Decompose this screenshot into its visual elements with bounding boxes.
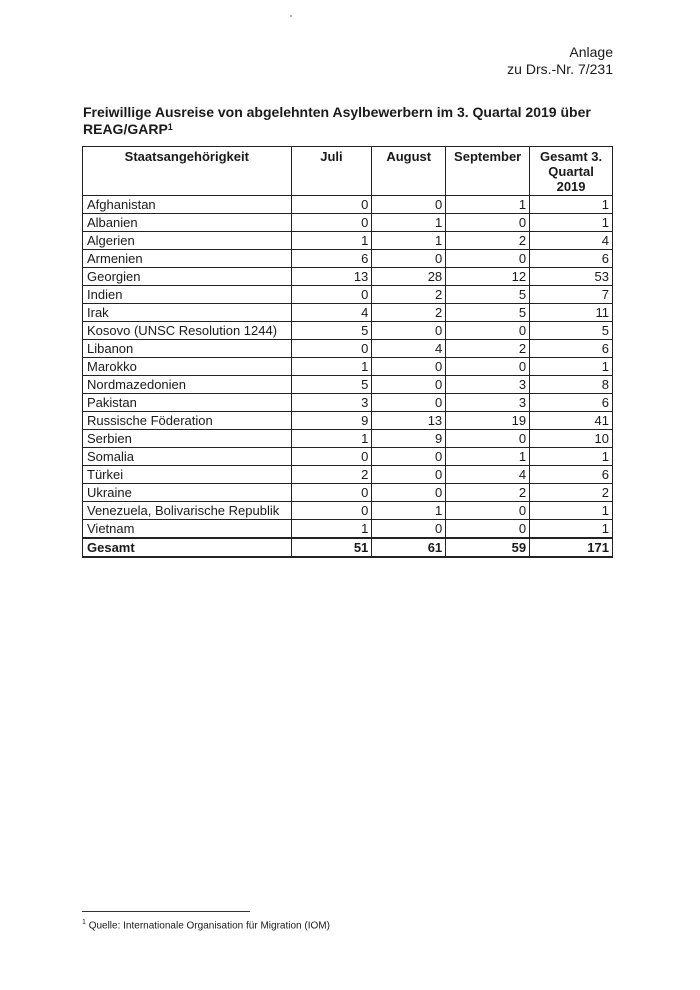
cell-august: 0 xyxy=(372,322,446,340)
cell-september: 0 xyxy=(446,502,530,520)
total-july: 51 xyxy=(291,538,372,557)
table-row xyxy=(83,250,613,268)
cell-july: 13 xyxy=(291,268,372,286)
cell-nationality: Nordmazedonien xyxy=(83,376,292,394)
cell-nationality: Venezuela, Bolivarische Republik xyxy=(83,502,292,520)
cell-total: 1 xyxy=(530,502,613,520)
cell-september: 1 xyxy=(446,448,530,466)
table-row xyxy=(83,376,613,394)
document-title xyxy=(83,104,623,138)
title-text: Freiwillige Ausreise von abgelehnten Asylbewerbern im 3. Quartal 2019 über REAG/GARP xyxy=(83,104,591,137)
cell-august: 0 xyxy=(372,394,446,412)
cell-nationality: Kosovo (UNSC Resolution 1244) xyxy=(83,322,292,340)
cell-total: 7 xyxy=(530,286,613,304)
header-august: August xyxy=(372,147,446,196)
cell-july: 0 xyxy=(291,214,372,232)
header-nationality: Staatsangehörigkeit xyxy=(83,147,292,196)
cell-total: 5 xyxy=(530,322,613,340)
cell-august: 0 xyxy=(372,196,446,214)
scan-speck xyxy=(290,15,292,17)
cell-august: 1 xyxy=(372,502,446,520)
cell-total: 6 xyxy=(530,250,613,268)
cell-august: 0 xyxy=(372,466,446,484)
cell-nationality: Albanien xyxy=(83,214,292,232)
document-reference xyxy=(507,44,613,78)
cell-july: 0 xyxy=(291,340,372,358)
cell-total: 1 xyxy=(530,448,613,466)
cell-july: 3 xyxy=(291,394,372,412)
cell-nationality: Russische Föderation xyxy=(83,412,292,430)
cell-september: 5 xyxy=(446,304,530,322)
cell-september: 4 xyxy=(446,466,530,484)
anlage-label: Anlage xyxy=(569,44,613,60)
cell-september: 0 xyxy=(446,214,530,232)
cell-total: 8 xyxy=(530,376,613,394)
title-footnote-mark: 1 xyxy=(167,122,173,132)
cell-july: 1 xyxy=(291,358,372,376)
header-total-q3: Gesamt 3. Quartal 2019 xyxy=(530,147,613,196)
cell-september: 12 xyxy=(446,268,530,286)
cell-nationality: Armenien xyxy=(83,250,292,268)
cell-september: 3 xyxy=(446,394,530,412)
cell-total: 41 xyxy=(530,412,613,430)
table-row xyxy=(83,304,613,322)
cell-total: 1 xyxy=(530,214,613,232)
cell-september: 19 xyxy=(446,412,530,430)
table-row xyxy=(83,466,613,484)
cell-september: 1 xyxy=(446,196,530,214)
cell-total: 2 xyxy=(530,484,613,502)
cell-august: 1 xyxy=(372,214,446,232)
cell-september: 0 xyxy=(446,430,530,448)
table-row xyxy=(83,196,613,214)
cell-nationality: Algerien xyxy=(83,232,292,250)
cell-july: 0 xyxy=(291,502,372,520)
cell-total: 4 xyxy=(530,232,613,250)
cell-total: 1 xyxy=(530,196,613,214)
cell-july: 0 xyxy=(291,196,372,214)
cell-july: 1 xyxy=(291,520,372,539)
total-label: Gesamt xyxy=(83,538,292,557)
cell-nationality: Indien xyxy=(83,286,292,304)
cell-august: 0 xyxy=(372,250,446,268)
cell-august: 0 xyxy=(372,448,446,466)
cell-august: 0 xyxy=(372,484,446,502)
cell-total: 53 xyxy=(530,268,613,286)
footnote-text: Quelle: Internationale Organisation für Migration (IOM) xyxy=(88,920,330,932)
table-header-row xyxy=(83,147,613,196)
cell-july: 2 xyxy=(291,466,372,484)
cell-august: 0 xyxy=(372,376,446,394)
cell-august: 0 xyxy=(372,520,446,539)
cell-nationality: Libanon xyxy=(83,340,292,358)
cell-august: 28 xyxy=(372,268,446,286)
cell-july: 0 xyxy=(291,484,372,502)
table-row xyxy=(83,430,613,448)
cell-nationality: Serbien xyxy=(83,430,292,448)
cell-july: 1 xyxy=(291,232,372,250)
cell-september: 0 xyxy=(446,520,530,539)
table-row xyxy=(83,520,613,539)
cell-july: 5 xyxy=(291,322,372,340)
cell-september: 0 xyxy=(446,358,530,376)
cell-nationality: Afghanistan xyxy=(83,196,292,214)
cell-nationality: Marokko xyxy=(83,358,292,376)
header-september: September xyxy=(446,147,530,196)
cell-total: 6 xyxy=(530,466,613,484)
table-total-row xyxy=(83,538,613,557)
cell-august: 4 xyxy=(372,340,446,358)
cell-nationality: Vietnam xyxy=(83,520,292,539)
footnote-mark: 1 xyxy=(82,919,86,926)
cell-august: 1 xyxy=(372,232,446,250)
cell-total: 1 xyxy=(530,520,613,539)
cell-august: 0 xyxy=(372,358,446,376)
cell-july: 1 xyxy=(291,430,372,448)
cell-july: 0 xyxy=(291,286,372,304)
table-row xyxy=(83,502,613,520)
cell-nationality: Ukraine xyxy=(83,484,292,502)
cell-september: 2 xyxy=(446,340,530,358)
table-row xyxy=(83,340,613,358)
table-row xyxy=(83,322,613,340)
departures-table xyxy=(82,146,613,558)
table-row xyxy=(83,286,613,304)
cell-july: 6 xyxy=(291,250,372,268)
cell-september: 3 xyxy=(446,376,530,394)
cell-september: 2 xyxy=(446,484,530,502)
footnote-divider xyxy=(82,911,250,912)
cell-total: 11 xyxy=(530,304,613,322)
cell-september: 0 xyxy=(446,250,530,268)
cell-august: 2 xyxy=(372,286,446,304)
table-row xyxy=(83,394,613,412)
total-august: 61 xyxy=(372,538,446,557)
table-row xyxy=(83,484,613,502)
cell-total: 6 xyxy=(530,340,613,358)
cell-nationality: Somalia xyxy=(83,448,292,466)
cell-july: 0 xyxy=(291,448,372,466)
cell-total: 10 xyxy=(530,430,613,448)
cell-july: 4 xyxy=(291,304,372,322)
table-row xyxy=(83,268,613,286)
cell-nationality: Pakistan xyxy=(83,394,292,412)
cell-nationality: Türkei xyxy=(83,466,292,484)
drucksache-number: zu Drs.-Nr. 7/231 xyxy=(507,61,613,77)
table-row xyxy=(83,358,613,376)
table-row xyxy=(83,448,613,466)
cell-august: 9 xyxy=(372,430,446,448)
cell-total: 1 xyxy=(530,358,613,376)
cell-nationality: Georgien xyxy=(83,268,292,286)
header-july: Juli xyxy=(291,147,372,196)
cell-august: 2 xyxy=(372,304,446,322)
cell-september: 5 xyxy=(446,286,530,304)
cell-september: 2 xyxy=(446,232,530,250)
cell-nationality: Irak xyxy=(83,304,292,322)
total-q3: 171 xyxy=(530,538,613,557)
total-september: 59 xyxy=(446,538,530,557)
cell-july: 9 xyxy=(291,412,372,430)
cell-july: 5 xyxy=(291,376,372,394)
table-row xyxy=(83,214,613,232)
table-row xyxy=(83,412,613,430)
cell-september: 0 xyxy=(446,322,530,340)
cell-total: 6 xyxy=(530,394,613,412)
footnote xyxy=(82,917,330,932)
cell-august: 13 xyxy=(372,412,446,430)
table-row xyxy=(83,232,613,250)
